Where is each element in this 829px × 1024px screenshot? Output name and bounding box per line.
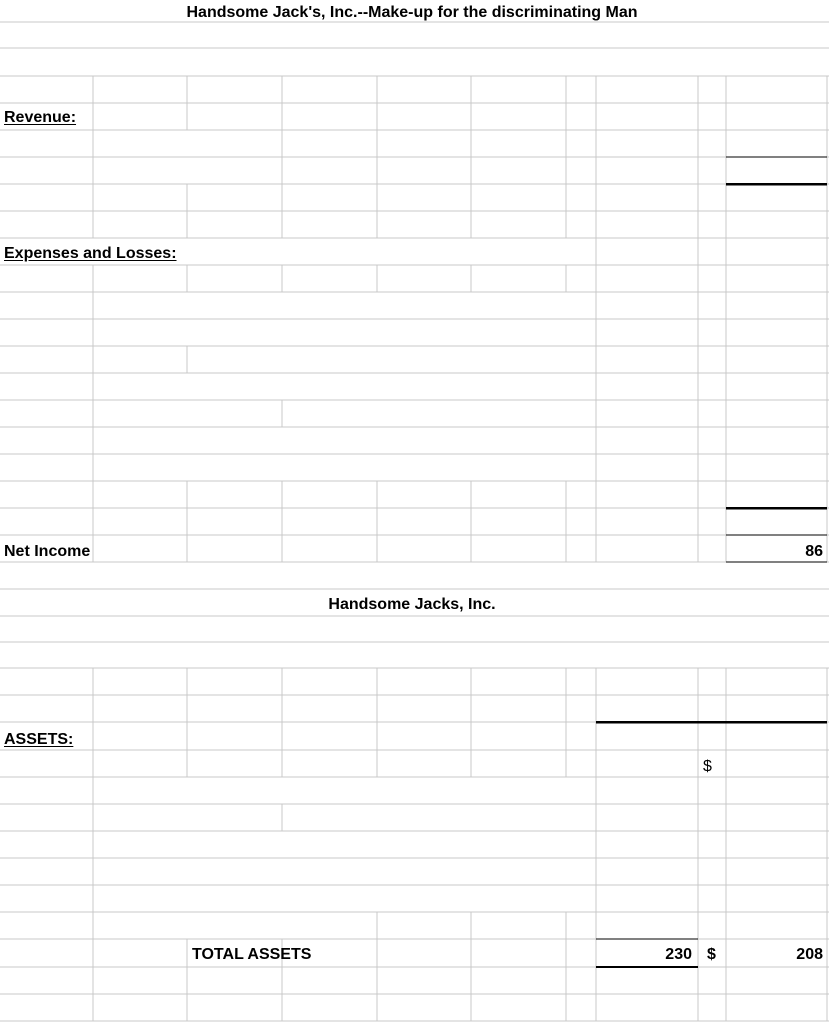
assets-dollar-sign: $ bbox=[703, 758, 712, 775]
total-assets-dollar-sign: $ bbox=[707, 946, 716, 963]
income-statement-title: Handsome Jack's, Inc.--Make-up for the discriminating Man bbox=[186, 4, 638, 21]
total-assets-current-value: 230 bbox=[665, 946, 692, 963]
net-income-value: 86 bbox=[805, 543, 823, 560]
assets-label: ASSETS: bbox=[4, 731, 74, 748]
total-assets-prior-value: 208 bbox=[796, 946, 823, 963]
total-assets-label: TOTAL ASSETS bbox=[192, 946, 312, 963]
net-income-label: Net Income bbox=[4, 543, 91, 560]
expenses-label: Expenses and Losses: bbox=[4, 245, 177, 262]
revenue-label: Revenue: bbox=[4, 109, 77, 126]
balance-sheet-title: Handsome Jacks, Inc. bbox=[328, 596, 496, 613]
